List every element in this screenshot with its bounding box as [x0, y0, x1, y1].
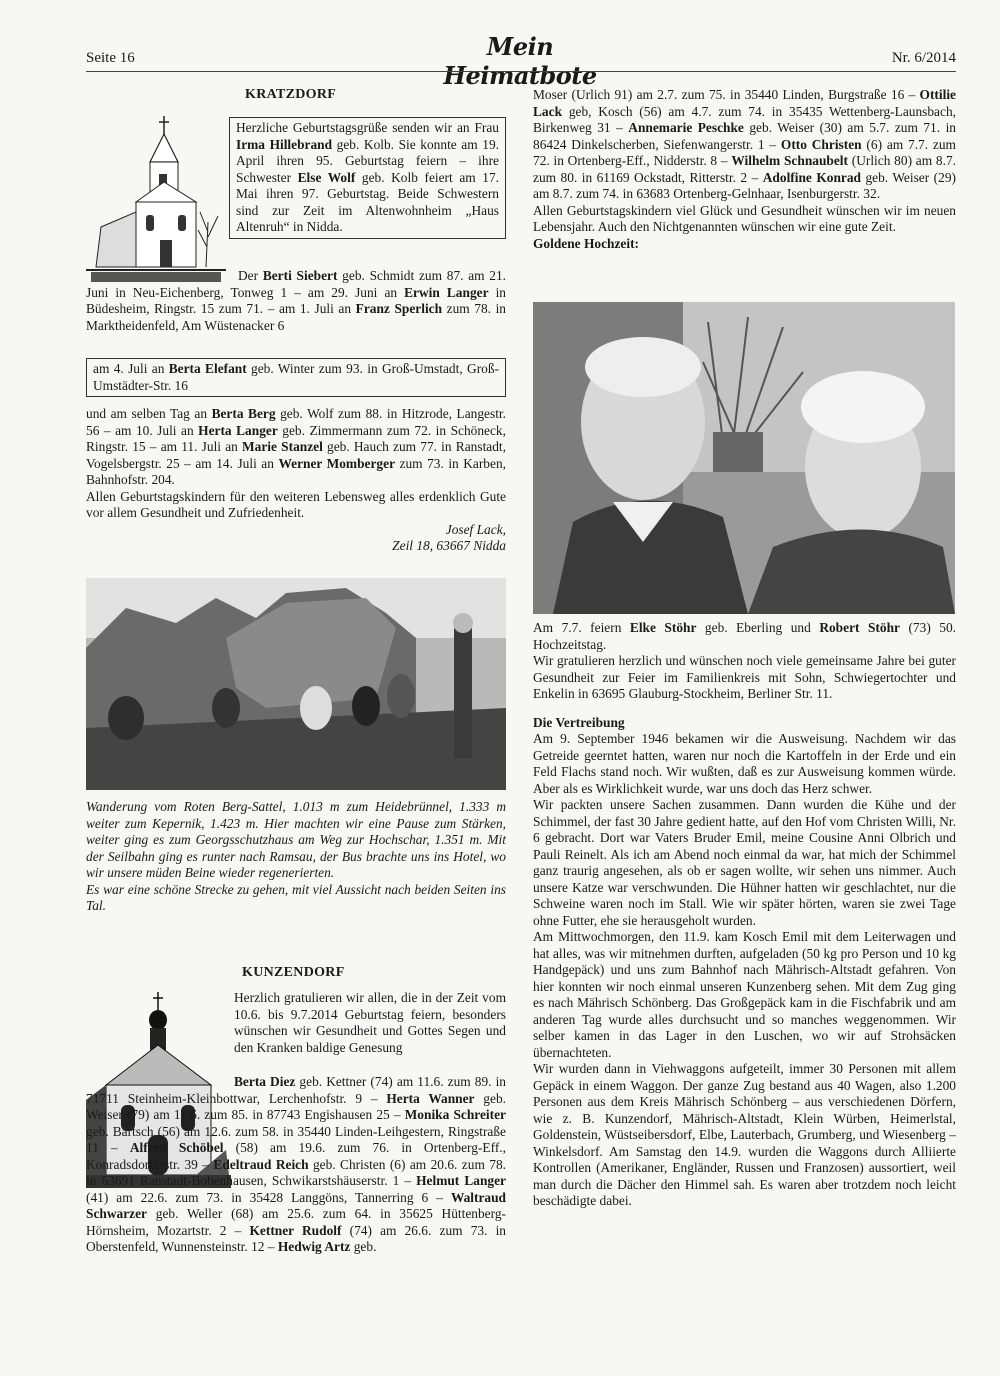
text: geb. Wolf zum 88. in Hitzrode, Langestr. 56 – am 10. Juli an — [86, 406, 506, 438]
text: am 4. Juli an — [93, 361, 169, 376]
kratzdorf-highlight-box — [86, 358, 506, 397]
text: geb. Kolb feiert am 17. Mai ihren 97. Geburtstag. Beide Schwestern sind zur Zeit im Altenwohnheim „Haus Altenruh“ in Nidda. — [236, 169, 499, 234]
closing-wishes: Allen Geburtstagskindern für den weiteren Lebensweg alles erdenklich Gute vor allem Gesundheit und Zufriedenheit. — [86, 488, 506, 520]
text: geb. Schmidt zum 87. am 21. Juni in Neu-Eichenberg, Tonweg 1 – am 29. Juni an — [86, 268, 507, 300]
name: Berti Siebert — [262, 268, 338, 283]
name: Adolfine Konrad — [762, 169, 861, 185]
name: Waltraud Schwarzer — [86, 1189, 506, 1221]
name: Otto Christen — [780, 136, 862, 152]
kratzdorf-greeting-box — [229, 117, 506, 239]
name: Monika Schreiter — [404, 1107, 506, 1122]
text: und am selben Tag an — [86, 406, 212, 421]
text: Am 7.7. feiern — [533, 620, 630, 635]
expulsion-heading: Die Vertreibung — [533, 714, 625, 730]
text: geb. Hauch zum 77. in Ranstadt, Vogelsbergstr. 25 – am 14. Juli an — [86, 439, 506, 471]
name: Marie Stanzel — [242, 439, 323, 454]
intro-text: Herzlich gratulieren wir allen, die in der Zeit vom 10.6. bis 9.7.2014 Geburtstag feiern, besonders wünschen wir Gesundheit und Gottes Segen und den Kranken baldige Genesung — [234, 990, 506, 1055]
name: Irma Hillebrand — [236, 136, 333, 152]
header-rule — [86, 71, 956, 72]
issue-number: Nr. 6/2014 — [891, 50, 956, 66]
signature-address: Zeil 18, 63667 Nidda — [392, 538, 506, 553]
name: Elke Stöhr — [629, 620, 697, 635]
text: zum 78. in Marktheidenfeld, Am Wüstenacker 6 — [86, 301, 506, 333]
page-number: Seite 16 — [86, 50, 135, 66]
name: Alfred Schöbel — [129, 1140, 224, 1155]
text: geb. Kettner (74) am 11.6. zum 89. in 71711 Steinheim-Kleinbottwar, Lerchenhofstr. 9 – — [86, 1074, 506, 1106]
caption-text: Wanderung vom Roten Berg-Sattel, 1.013 m zum Heidebrünnel, 1.333 m weiter zum Kepernik, 1.423 m. Hier machten wir eine Pause zum Stärken, weiter ging es zum Georgsschutzhaus am Weg zur Hochschar, 1.351 m. Mit der Seilbahn ging es runter nach Ramsau, der Bus brachte uns ins Hotel, wo wir unsere müden Beine wieder regenerierten. — [86, 799, 506, 880]
kratzdorf-church-illustration — [86, 112, 226, 287]
name: Berta Elefant — [168, 361, 247, 376]
text: Herzliche Geburtstagsgrüße senden wir an Frau — [236, 120, 499, 135]
right-column-bottom — [533, 620, 956, 1210]
text: (Urlich 80) am 8.7. zum 80. in 61169 Ockstadt, Ritterstr. 2 – — [533, 153, 956, 185]
name: Ottilie Lack — [533, 87, 956, 119]
name: Erwin Langer — [404, 284, 489, 300]
name: Kettner Rudolf — [249, 1222, 342, 1238]
name: Annemarie Peschke — [628, 120, 744, 135]
text: geb. Zimmermann zum 72. in Schöneck, Ringstr. 15 – am 11. Juli an — [86, 422, 506, 454]
text: geb. Bartsch (56) am 12.6. zum 58. in 35440 Linden-Leihgestern, Ringstraße 11 – — [86, 1123, 506, 1155]
name: Herta Langer — [198, 422, 278, 438]
golden-wedding-couple-photo — [533, 302, 955, 614]
text: (6) am 7.7. zum 72. in Ortenberg-Eff., Nidderstr. 8 – — [533, 136, 956, 168]
text: geb. Weiser (29) am 8.7. zum 74. in 63683 Ortenberg-Gelnhaar, Isenburgerstr. 32. — [533, 169, 956, 201]
name: Werner Momberger — [278, 455, 396, 471]
text: (58) am 19.6. zum 76. in Ortenberg-Eff., Konradsdorferstr. 39 – — [86, 1140, 506, 1172]
text: geb. Eberling und — [696, 620, 820, 635]
text: in Büdesheim, Ringstr. 15 zum 71. – am 1. Juli an — [86, 284, 507, 316]
name: Else Wolf — [297, 169, 356, 185]
text: (74) am 26.6. zum 73. in Oberstenfeld, Wunnensteinstr. 12 – — [86, 1222, 506, 1254]
kunzendorf-birthdays — [86, 1074, 506, 1256]
name: Hedwig Artz — [277, 1239, 351, 1254]
text: geb. Weller (68) am 25.6. zum 64. in 35625 Hüttenberg-Hörnsheim, Mozartstr. 2 – — [86, 1206, 506, 1238]
text: geb. — [350, 1239, 377, 1254]
hike-group-photo — [86, 578, 506, 790]
name: Robert Stöhr — [819, 620, 900, 635]
hike-caption — [86, 799, 506, 915]
name: Berta Diez — [234, 1074, 296, 1089]
kratzdorf-birthdays — [86, 268, 506, 334]
kunzendorf-heading: KUNZENDORF — [242, 965, 345, 980]
text: geb. Christen (6) am 20.6. zum 78. in 63691 Ranstadt-Bobenhausen, Schwikarstshäuserstr. 1 – — [86, 1156, 506, 1188]
right-column-top — [533, 87, 956, 252]
text: Moser (Urlich 91) am 2.7. zum 75. in 35440 Linden, Burgstraße 16 – — [533, 87, 920, 102]
text: geb. Winter zum 93. in Groß-Umstadt, Groß-Umstädter-Str. 16 — [93, 361, 500, 393]
expulsion-paragraph: Am 9. September 1946 bekamen wir die Ausweisung. Nachdem wir das Getreide geerntet hatten, waren nur noch die Kartoffeln in der Erde und ein Feld Flachs stand noch. Wir wußten, daß es zur Ausweisung kommen würde. Aber als es Wirklichkeit wurde, war uns doch das Herz schwer. — [533, 731, 956, 796]
expulsion-paragraph: Am Mittwochmorgen, den 11.9. kam Kosch Emil mit dem Leiterwagen und hat alles, was wir mitnehmen durften, aufgeladen (50 kg pro Person und 10 kg Handgepäck) und uns zum Bahnhof nach Mährisch-Altstadt gefahren. Von hier konnten wir noch einmal unseren Kunzenberg sehen. Mit dem Zug ging es nach Mährisch Schönberg. Das Großgepäck kam in die Fischfabrik und am anderen Tag wurde alles durchsucht und so manches weggenommen. Wir selber kamen in das Lager in den Luschen, wo wir auf Strohsäcken übernachteten. — [533, 929, 956, 1060]
text: zum 73. in Karben, Bahnhofstr. 204. — [86, 455, 506, 487]
name: Helmut Langer — [416, 1173, 506, 1188]
name: Berta Berg — [211, 406, 276, 421]
name: Herta Wanner — [386, 1090, 475, 1106]
name: Edeltraud Reich — [213, 1156, 309, 1172]
text: Der — [238, 268, 263, 283]
expulsion-paragraph: Wir packten unsere Sachen zusammen. Dann wurden die Kühe und der Schimmel, der fast 30 Jahre gedient hatte, auf den Hof vom Christen Willi, Nr. 6 gebracht. Dort war Vaters Bruder Emil, meine Cousine Anni Olbrich und Pauli Reinelt. Als ich am Abend noch einmal da war, hat mich der Schimmel ganz traurig angesehen, als ob er sagen wollte, wir sehen uns nimmer. Auch unsere Katze war verschwunden. Die Hühner hatten wir geschlachtet, nur die Schweine waren noch im Stall. Wie wir später hörten, waren sie zwei Tage ohne Futter, ehe sie herausgeholt wurden. — [533, 797, 956, 928]
text: geb. Weiser (30) am 5.7. zum 71. in 86424 Dinkelscherben, Siefenwangerstr. 1 – — [533, 120, 956, 152]
masthead-logo: Mein Heimatbote — [443, 32, 597, 90]
caption-text: Es war eine schöne Strecke zu gehen, mit viel Aussicht nach beiden Seiten ins Tal. — [86, 881, 506, 913]
text: geb, Kosch (56) am 4.7. zum 74. in 35435 Wettenberg-Launsbach, Birkenweg 31 – — [533, 103, 956, 135]
signature-name: Josef Lack, — [445, 521, 506, 537]
text: (41) am 22.6. zum 73. in 35428 Langgöns, Tannerring 6 – — [86, 1189, 451, 1205]
expulsion-paragraph: Wir wurden dann in Viehwaggons aufgeteilt, immer 30 Personen mit allem Gepäck in einem Waggon. Der ganze Zug bestand aus 40 Wagen, also 1.200 Personen aus dem Kreis Mährisch Schönberg – aus verschiedenen Dörfern, wie z. B. Kunzendorf, Mährisch-Altstadt, Klein Würben, Heimerlstal, Goldenstein, Wüstseibersdorf, Elbe, Lauterbach, Grumberg, und Wiesenberg – Winkelsdorf. Am Samstag den 14.9. wurden die Waggons durch Alliierte Kontrollen (Amerikaner, Engländer, Russen und Franzosen) aussortiert, weil man durch die Dächer den Himmel sah. Es waren aber trotzdem noch leicht beschädigte dabei. — [533, 1061, 956, 1208]
kunzendorf-intro — [234, 990, 506, 1056]
text: geb. Weiser (79) am 11.6. zum 85. in 87743 Engishausen 25 – — [86, 1090, 506, 1122]
kratzdorf-birthdays-continued — [86, 406, 506, 555]
text: (73) 50. Hochzeitstag. — [533, 620, 957, 652]
name: Franz Sperlich — [355, 301, 443, 316]
text: geb. Kolb. Sie konnte am 19. April ihren 95. Geburtstag feiern – ihre Schwester — [236, 136, 499, 185]
kratzdorf-heading: KRATZDORF — [245, 87, 337, 102]
golden-wedding-wishes: Wir gratulieren herzlich und wünschen noch viele gemeinsame Jahre bei guter Gesundheit zur Feier im Familienkreis mit Sohn, Schwiegertochter und Enkelin in 63695 Glauburg-Stockheim, Berliner Str. 11. — [533, 653, 956, 701]
birthday-wishes: Allen Geburtstagskindern viel Glück und Gesundheit wünschen wir im neuen Lebensjahr. Auch den Nichtgenannten wünschen wir eine gute Zeit. — [533, 202, 956, 234]
golden-wedding-heading: Goldene Hochzeit: — [533, 235, 639, 251]
name: Wilhelm Schnaubelt — [731, 153, 848, 168]
